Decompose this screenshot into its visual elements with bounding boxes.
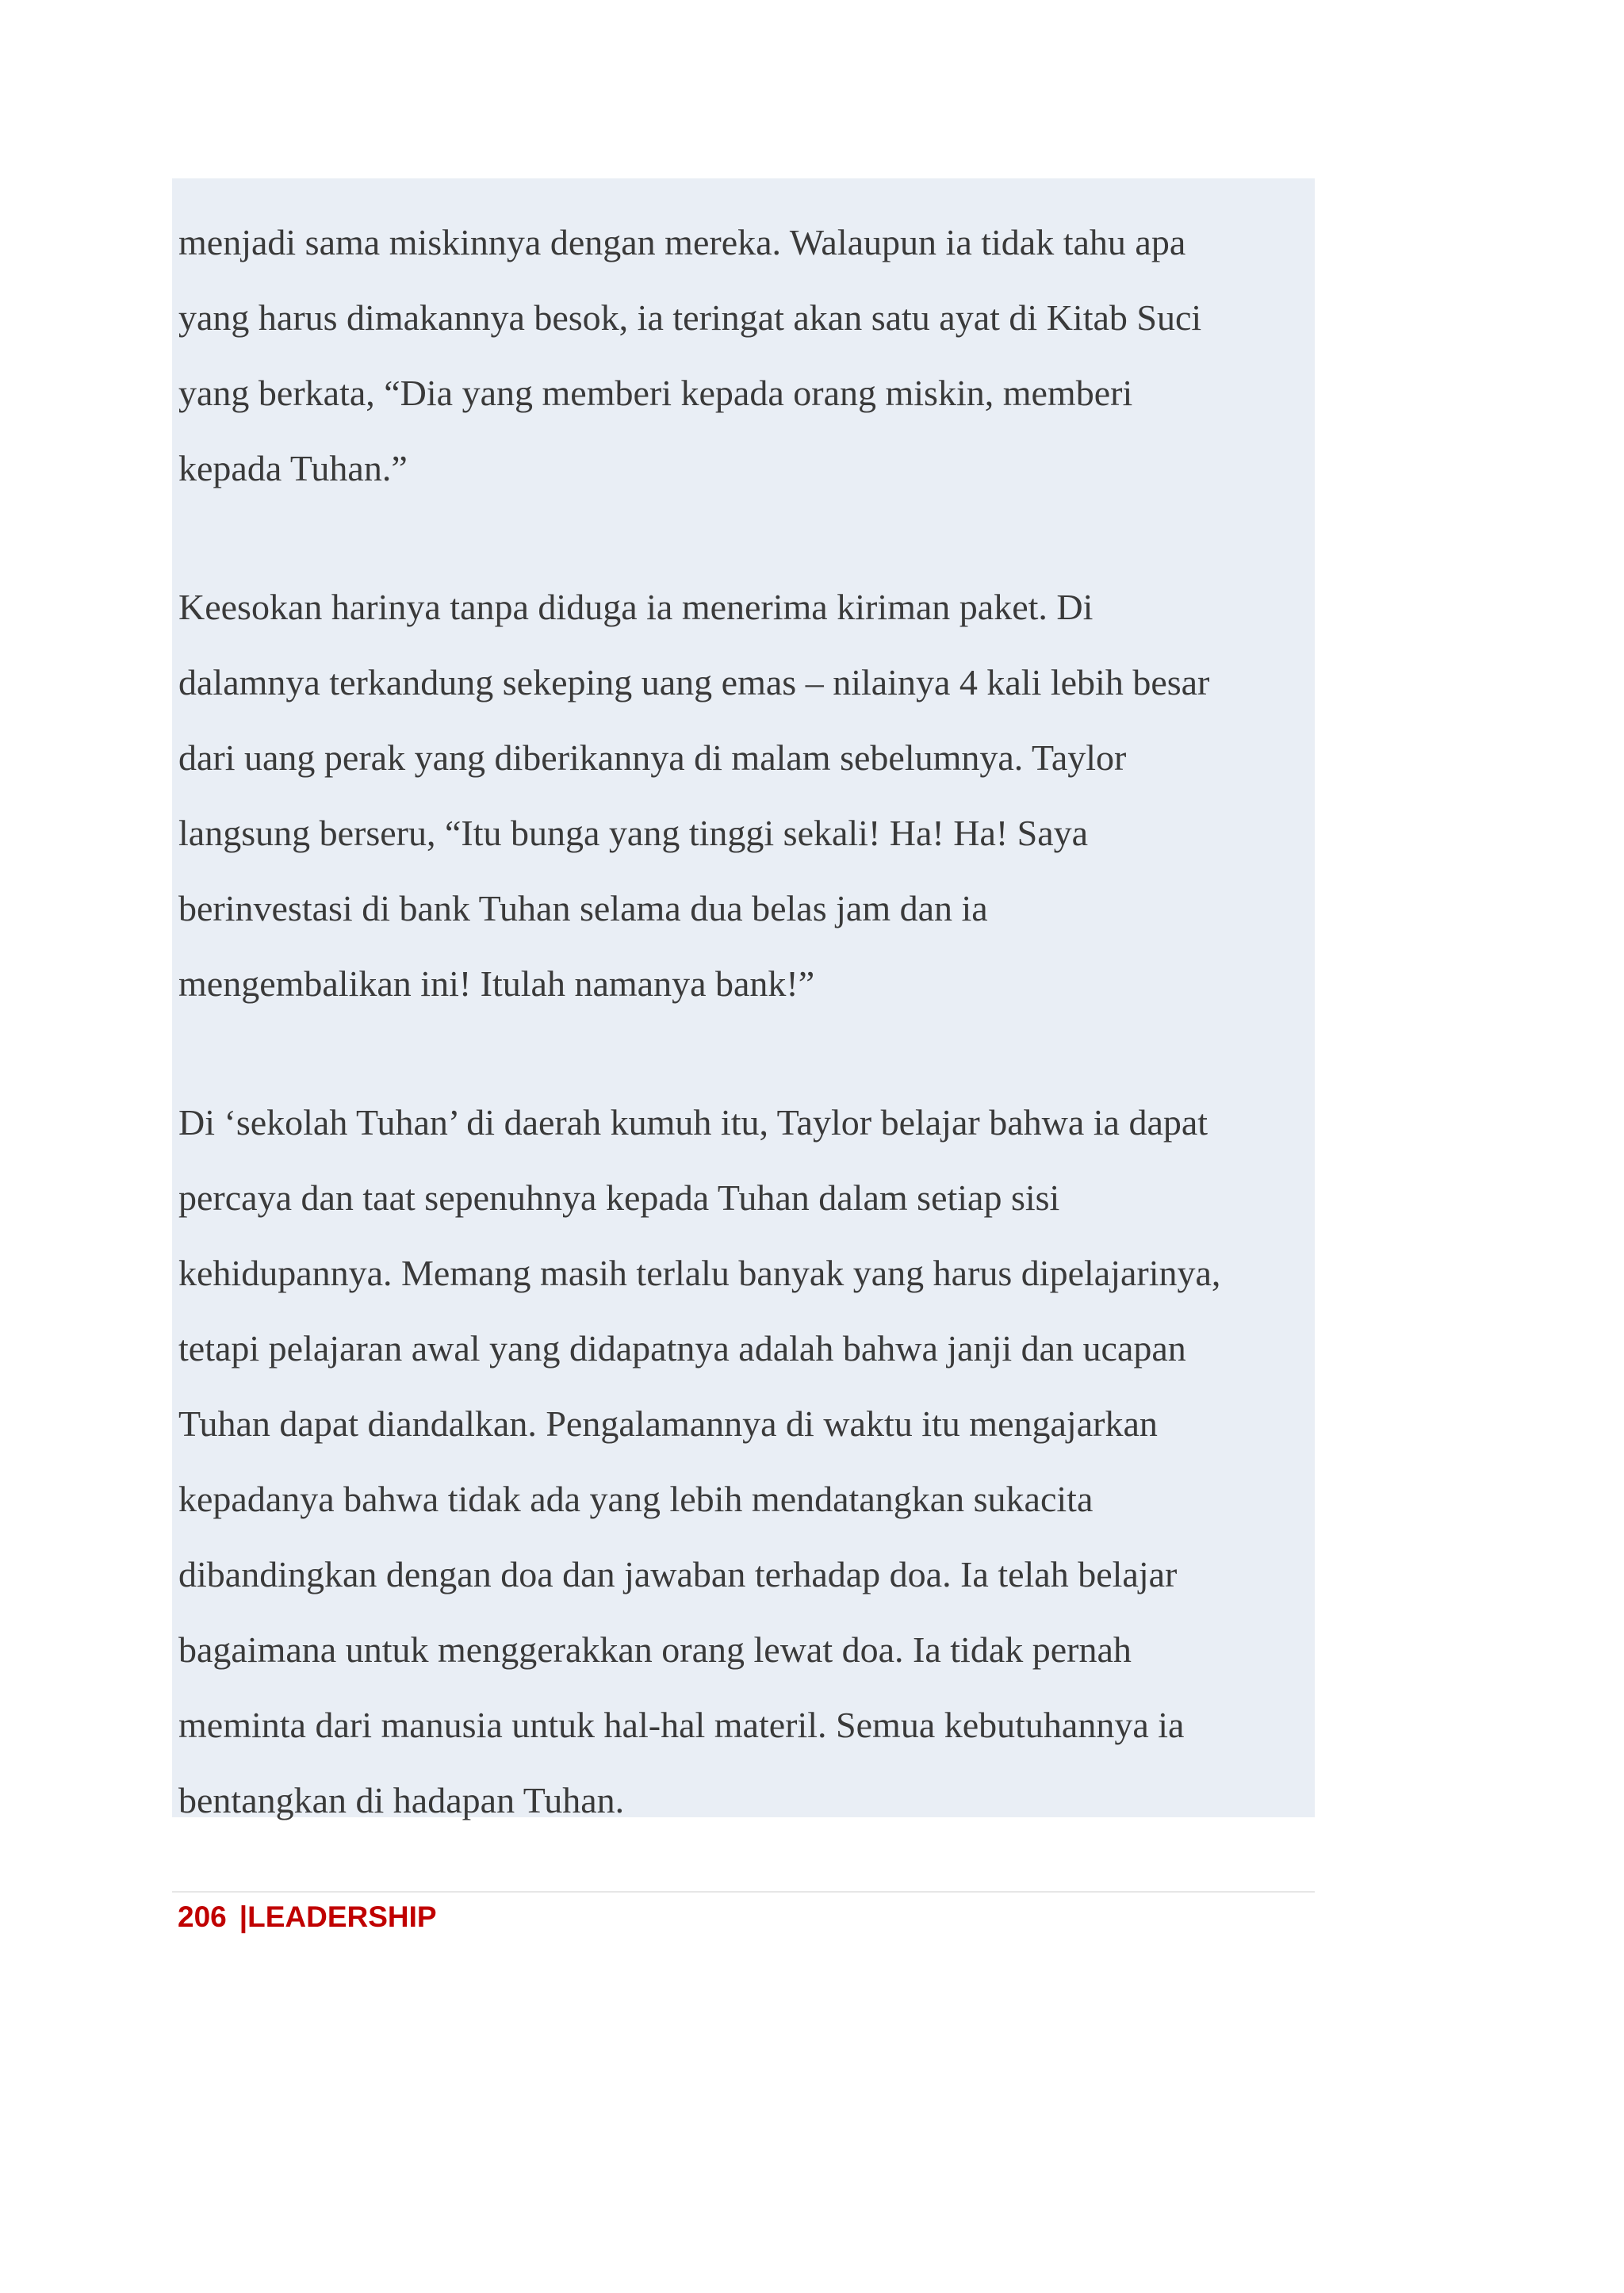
highlighted-text-block [172, 178, 1315, 1820]
paragraph-line: kepadanya bahwa tidak ada yang lebih mendatangkan sukacita [178, 1479, 1094, 1519]
paragraph-line: mengembalikan ini! Itulah namanya bank!” [178, 963, 815, 1004]
paragraph-line: Di ‘sekolah Tuhan’ di daerah kumuh itu, Taylor belajar bahwa ia dapat [178, 1102, 1208, 1143]
paragraph-line: berinvestasi di bank Tuhan selama dua belas jam dan ia [178, 888, 988, 928]
paragraph-line: yang berkata, “Dia yang memberi kepada orang miskin, memberi [178, 373, 1133, 413]
page-number: 206 [178, 1901, 227, 1933]
paragraph-line: kehidupannya. Memang masih terlalu banyak yang harus dipelajarinya, [178, 1253, 1221, 1293]
paragraph-line: bagaimana untuk menggerakkan orang lewat doa. Ia tidak pernah [178, 1629, 1132, 1670]
paragraph-line: yang harus dimakannya besok, ia teringat akan satu ayat di Kitab Suci [178, 297, 1202, 338]
paragraph-2 [178, 569, 1315, 1021]
paragraph-line: dari uang perak yang diberikannya di malam sebelumnya. Taylor [178, 737, 1127, 778]
paragraph-3 [178, 1085, 1315, 1838]
paragraph-spacer [178, 1021, 1315, 1085]
paragraph-1 [178, 205, 1315, 506]
running-title: LEADERSHIP [247, 1901, 437, 1933]
paragraph-line: Tuhan dapat diandalkan. Pengalamannya di waktu itu mengajarkan [178, 1403, 1158, 1444]
paragraph-line: bentangkan di hadapan Tuhan. [178, 1780, 625, 1820]
footer-separator: | [239, 1901, 248, 1933]
paragraph-line: dalamnya terkandung sekeping uang emas – nilainya 4 kali lebih besar [178, 662, 1210, 702]
page-footer [178, 1897, 437, 1937]
paragraph-line: percaya dan taat sepenuhnya kepada Tuhan dalam setiap sisi [178, 1177, 1060, 1218]
paragraph-line: kepada Tuhan.” [178, 448, 408, 488]
paragraph-spacer [178, 506, 1315, 569]
paragraph-line: tetapi pelajaran awal yang didapatnya adalah bahwa janji dan ucapan [178, 1328, 1186, 1369]
paragraph-line: dibandingkan dengan doa dan jawaban terhadap doa. Ia telah belajar [178, 1554, 1178, 1594]
paragraph-line: menjadi sama miskinnya dengan mereka. Walaupun ia tidak tahu apa [178, 222, 1186, 262]
paragraph-line: langsung berseru, “Itu bunga yang tinggi sekali! Ha! Ha! Saya [178, 813, 1089, 853]
paragraph-line: meminta dari manusia untuk hal-hal materil. Semua kebutuhannya ia [178, 1705, 1185, 1745]
paragraph-line: Keesokan harinya tanpa diduga ia menerima kiriman paket. Di [178, 587, 1094, 627]
footer-divider [172, 1891, 1315, 1893]
